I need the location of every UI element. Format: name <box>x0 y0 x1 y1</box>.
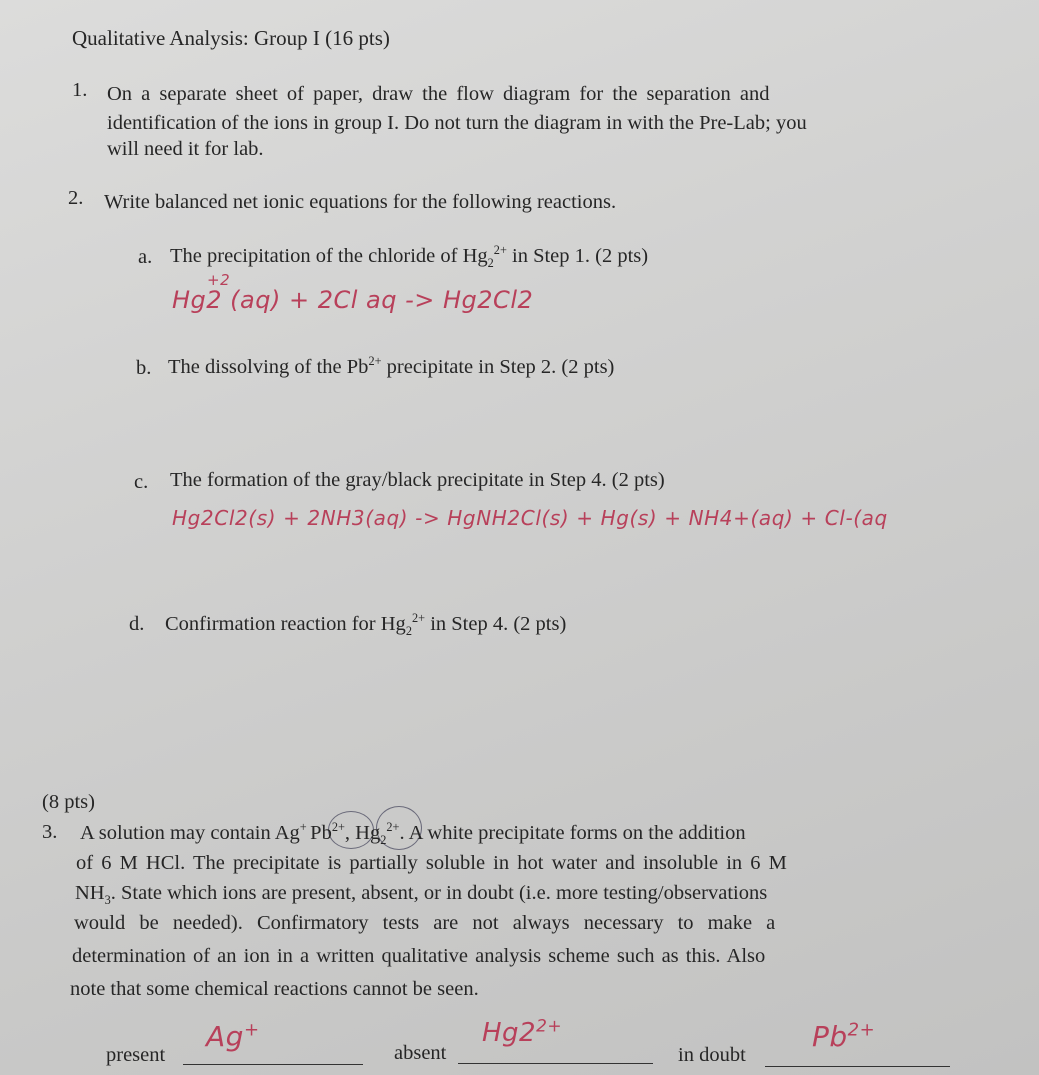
q1-line2: identification of the ions in group I. Do not turn the diagram in with the Pre-Lab; you <box>107 112 807 134</box>
q3-line5: determination of an ion in a written qualitative analysis scheme such as this. Also <box>72 945 766 967</box>
q3-line3-pre: NH <box>75 882 105 904</box>
q3-line3 <box>75 882 768 908</box>
page-title: Qualitative Analysis: Group I (16 pts) <box>72 26 390 50</box>
q2b-text-pre: The dissolving of the Pb <box>168 356 369 378</box>
q2b-text <box>168 354 615 378</box>
q2-text: Write balanced net ionic equations for the following reactions. <box>104 191 617 213</box>
q1-line1: On a separate sheet of paper, draw the flow diagram for the separation and <box>107 83 770 105</box>
present-label: present <box>106 1044 166 1066</box>
q1-line3: will need it for lab. <box>107 138 264 160</box>
q1-number: 1. <box>72 79 88 101</box>
present-answer-text: Ag <box>206 1020 244 1053</box>
q3-number: 3. <box>42 821 58 843</box>
absent-answer <box>482 1018 562 1048</box>
q2a-text-post: in Step 1. (2 pts) <box>506 245 649 267</box>
q3-pb-sup: 2+ <box>331 820 345 835</box>
q2b-label: b. <box>136 357 152 379</box>
q3-line6: note that some chemical reactions cannot be seen. <box>70 978 479 1000</box>
in-doubt-label: in doubt <box>678 1044 746 1066</box>
q2a-label: a. <box>138 246 153 268</box>
q2d-label: d. <box>129 613 145 635</box>
q3-line1-post: . A white precipitate forms on the addition <box>399 822 746 844</box>
q3-line3-sub: 3 <box>104 893 111 908</box>
q2a-sup: 2+ <box>493 243 507 258</box>
q2d-text-pre: Confirmation reaction for Hg <box>165 613 406 635</box>
q2c-text: The formation of the gray/black precipitate in Step 4. (2 pts) <box>170 469 665 491</box>
q2c-label: c. <box>134 471 149 493</box>
present-answer <box>206 1020 260 1053</box>
q3-ag-sup: + <box>299 820 307 835</box>
in-doubt-answer-sup: 2+ <box>847 1019 876 1041</box>
q3-line1-pre: A solution may contain Ag <box>80 822 300 844</box>
q2d-sub: 2 <box>405 624 412 639</box>
q2d-sup: 2+ <box>411 611 426 626</box>
q3-line2: of 6 M HCl. The precipitate is partially soluble in hot water and insoluble in 6 M <box>76 852 787 874</box>
q3-hg-sub: 2 <box>380 833 387 848</box>
q2a-sub: 2 <box>487 256 494 271</box>
q3-hg: , Hg <box>344 822 381 844</box>
q2a-text-pre: The precipitation of the chloride of Hg <box>170 245 488 267</box>
q2b-text-post: precipitate in Step 2. (2 pts) <box>381 356 615 378</box>
q2a-answer: Hg2 (aq) + 2Cl aq -> Hg2Cl2 <box>172 286 534 314</box>
q2a-text <box>170 243 649 271</box>
present-answer-sup: + <box>243 1019 260 1041</box>
q2d-text <box>165 611 567 639</box>
q2a-answer-charge: +2 <box>207 271 231 289</box>
q3-line1 <box>80 820 746 848</box>
in-doubt-answer <box>812 1020 875 1053</box>
q2b-sup: 2+ <box>368 354 382 369</box>
absent-answer-text: Hg2 <box>482 1018 537 1048</box>
in-doubt-answer-text: Pb <box>812 1020 848 1053</box>
q3-line3-post: . State which ions are present, absent, or in doubt (i.e. more testing/observations <box>110 882 768 904</box>
q2d-text-post: in Step 4. (2 pts) <box>425 613 567 635</box>
q3-pb: Pb <box>310 822 332 844</box>
absent-label: absent <box>394 1042 447 1064</box>
absent-answer-sup: 2+ <box>536 1016 563 1037</box>
q2c-answer: Hg2Cl2(s) + 2NH3(aq) -> HgNH2Cl(s) + Hg(s) + NH4+(aq) + Cl-(aq <box>172 506 888 530</box>
q3-line4: would be needed). Confirmatory tests are not always necessary to make a <box>74 912 776 934</box>
q3-hg-sup: 2+ <box>386 820 400 835</box>
q3-points: (8 pts) <box>42 791 95 813</box>
q2-number: 2. <box>68 187 84 209</box>
